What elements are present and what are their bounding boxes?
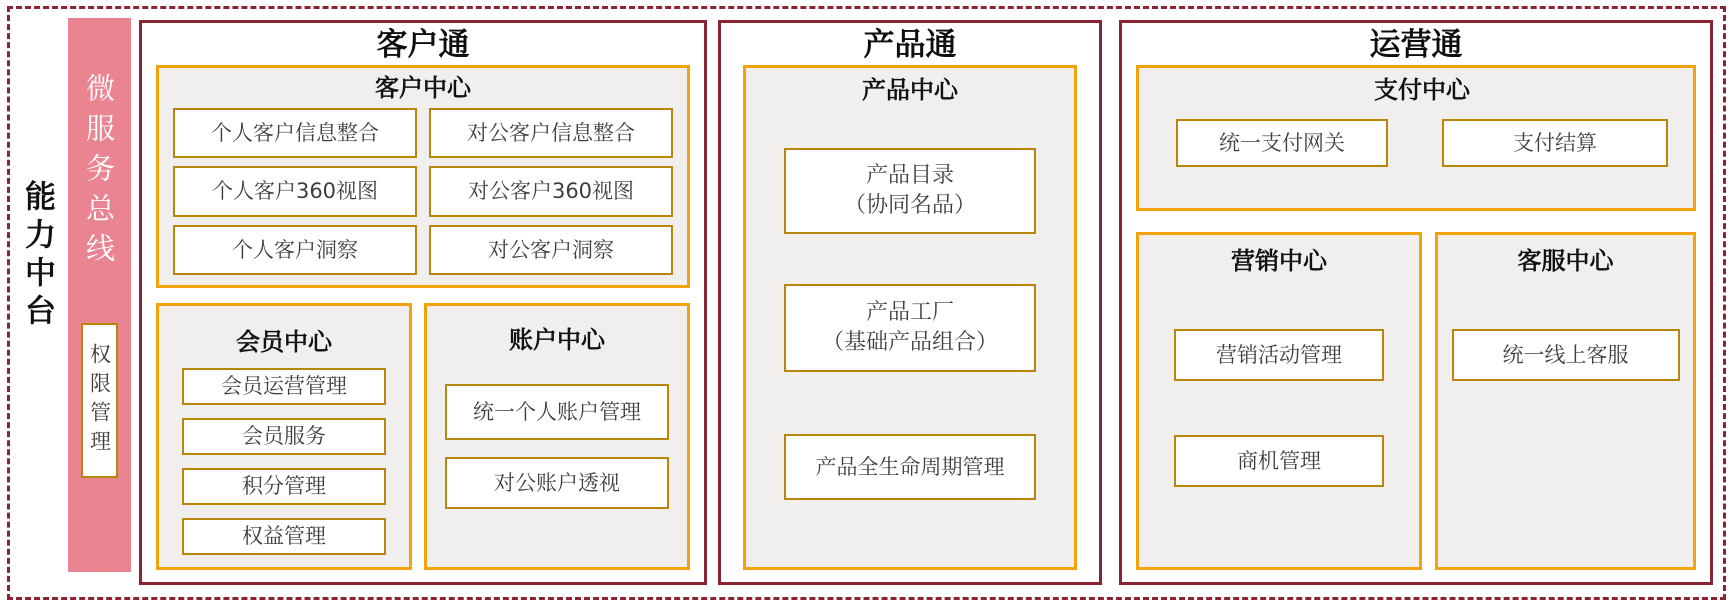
- account-center-panel: [424, 303, 690, 570]
- product-factory-line1: 产品工厂: [865, 300, 954, 326]
- capability-box: 产品全生命周期管理: [784, 434, 1036, 500]
- customer-bottom-row: [156, 303, 690, 570]
- capability-box: 个人客户360视图: [173, 166, 417, 216]
- customer-center-title: 客户中心: [375, 74, 471, 102]
- capability-box: 商机管理: [1174, 435, 1384, 487]
- payment-center-panel: [1136, 65, 1696, 211]
- capability-box: 个人客户洞察: [173, 225, 417, 275]
- product-catalog-line1: 产品目录: [865, 163, 954, 189]
- customer-center-panel: [156, 65, 690, 288]
- capability-box: [784, 284, 1036, 372]
- member-center-items: [182, 368, 386, 555]
- capability-box: 对公账户透视: [445, 457, 669, 509]
- capability-box: 统一个人账户管理: [445, 384, 669, 440]
- capability-box: 支付结算: [1442, 119, 1668, 167]
- capability-box: 统一线上客服: [1452, 329, 1680, 381]
- capability-box: 权益管理: [182, 518, 386, 555]
- section-customer-title: 客户通: [376, 27, 470, 63]
- platform-title: 能力中台: [19, 180, 55, 332]
- microservice-bus-label: 微服务总线: [82, 73, 116, 273]
- capability-box: [784, 148, 1036, 234]
- product-center-panel: [743, 65, 1077, 570]
- capability-box: 营销活动管理: [1174, 329, 1384, 381]
- capability-box: 对公客户洞察: [429, 225, 673, 275]
- section-customer: [139, 20, 707, 585]
- payment-center-title: 支付中心: [1374, 76, 1470, 104]
- operation-bottom-row: [1136, 232, 1696, 570]
- capability-box: 统一支付网关: [1176, 119, 1388, 167]
- microservice-bus-bar: [68, 18, 131, 572]
- section-product: [718, 20, 1102, 585]
- product-factory-line2: （基础产品组合）: [821, 330, 998, 355]
- payment-center-row: [1176, 119, 1668, 167]
- member-center-panel: [156, 303, 412, 570]
- service-center-title: 客服中心: [1517, 247, 1614, 275]
- product-center-title: 产品中心: [862, 76, 958, 104]
- capability-box: 会员服务: [182, 418, 386, 455]
- section-operation-title: 运营通: [1369, 27, 1463, 63]
- capability-box: 对公客户信息整合: [429, 108, 673, 158]
- capability-box: 会员运营管理: [182, 368, 386, 405]
- member-center-title: 会员中心: [236, 328, 332, 356]
- permission-management-box: [81, 323, 118, 478]
- account-center-title: 账户中心: [509, 326, 605, 354]
- marketing-center-title: 营销中心: [1231, 247, 1327, 275]
- capability-box: 积分管理: [182, 468, 386, 505]
- section-operation: [1119, 20, 1713, 585]
- section-product-title: 产品通: [863, 27, 957, 63]
- capability-box: 对公客户360视图: [429, 166, 673, 216]
- product-catalog-line2: （协同名品）: [843, 193, 976, 218]
- capability-box: 个人客户信息整合: [173, 108, 417, 158]
- permission-management-label: 权限管理: [87, 342, 112, 459]
- customer-center-grid: [173, 108, 673, 275]
- marketing-center-panel: [1136, 232, 1422, 570]
- service-center-panel: [1435, 232, 1696, 570]
